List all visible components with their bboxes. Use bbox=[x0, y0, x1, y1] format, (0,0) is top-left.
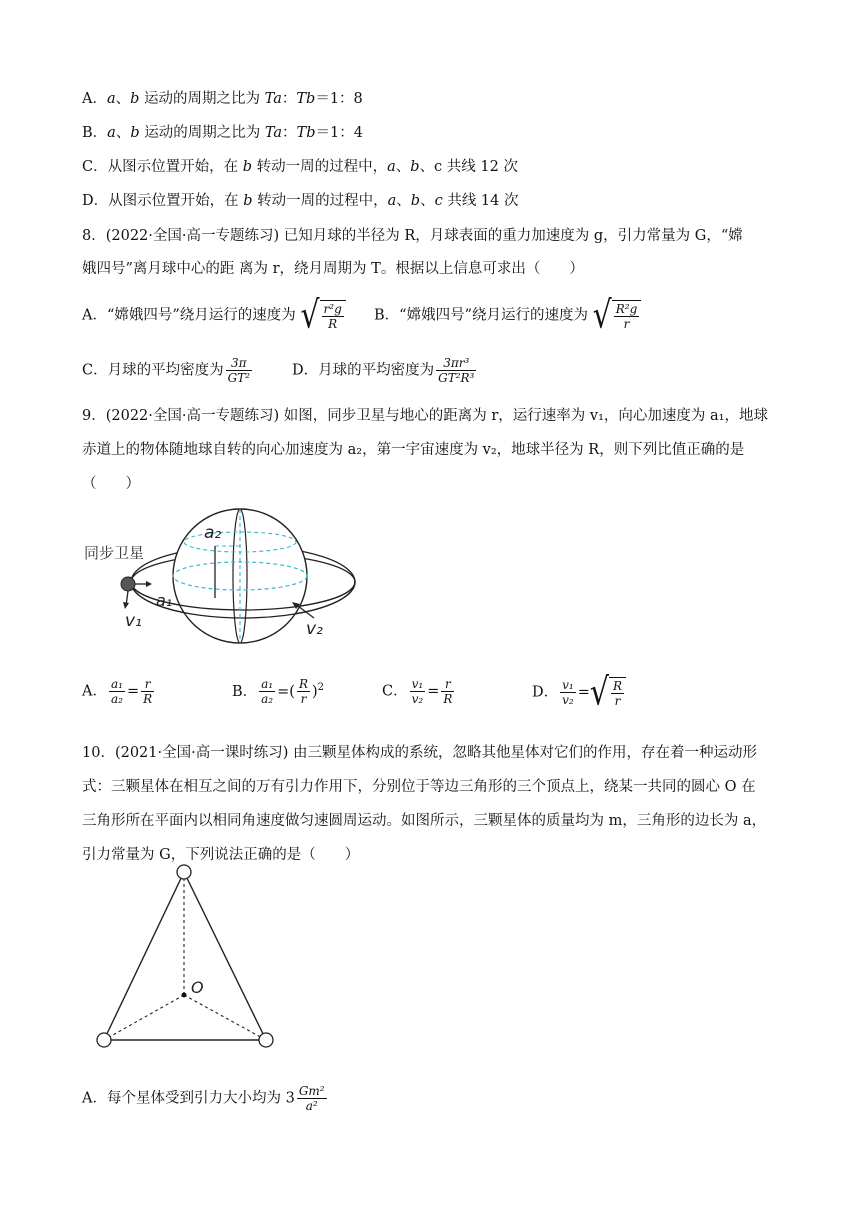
satellite-figure bbox=[80, 506, 380, 656]
text: ＝1：8 bbox=[315, 91, 363, 107]
text: 运动的周期之比为 bbox=[139, 125, 265, 141]
numerator: R²g bbox=[615, 302, 638, 316]
option-letter: B． bbox=[82, 125, 108, 141]
denominator: r bbox=[623, 317, 630, 331]
triangle-figure bbox=[90, 860, 290, 1050]
option-letter: B． bbox=[232, 683, 258, 700]
sqrt-expression: √ $\frac{\text{r²g}}{R}$ bbox=[300, 300, 345, 331]
label-a1: a₁ bbox=[156, 591, 173, 610]
denominator: r bbox=[614, 694, 621, 708]
text: 运动的周期之比为 bbox=[139, 91, 265, 107]
fraction bbox=[297, 1084, 327, 1113]
text: b bbox=[242, 159, 252, 175]
label-v1: v₁ bbox=[125, 611, 142, 631]
sqrt-expression: √ $\frac{\text{R²g}}{r}$ bbox=[593, 300, 642, 331]
text: ＝1：4 bbox=[315, 125, 363, 141]
numerator: r bbox=[441, 677, 454, 692]
label-synchronous-satellite: 同步卫星 bbox=[84, 544, 145, 562]
numerator: r bbox=[141, 677, 154, 692]
numerator: r²g bbox=[323, 302, 342, 316]
text: 、c 共线 12 次 bbox=[419, 159, 518, 175]
q7-option-d bbox=[82, 190, 519, 212]
option-text: D．月球的平均密度为 bbox=[292, 362, 435, 379]
text: 、 bbox=[115, 125, 131, 141]
equals: = bbox=[126, 683, 140, 700]
numerator: 3π bbox=[226, 356, 252, 371]
text: 、 bbox=[395, 159, 411, 175]
q7-option-a bbox=[82, 88, 363, 110]
q8-option-c bbox=[82, 356, 254, 385]
fraction bbox=[226, 356, 252, 385]
text: a bbox=[107, 125, 116, 141]
option-text: A．“嫦娥四号”绕月运行的速度为 bbox=[82, 307, 296, 324]
q8-option-d bbox=[292, 356, 478, 385]
q10-stem-line4: 引力常量为 G，下列说法正确的是（ ） bbox=[82, 847, 360, 863]
text: b bbox=[410, 193, 421, 209]
fraction bbox=[436, 356, 476, 385]
option-text: B．“嫦娥四号”绕月运行的速度为 bbox=[374, 307, 588, 324]
denominator: v₂ bbox=[411, 692, 424, 706]
q7-option-b bbox=[82, 122, 363, 144]
label-a2: a₂ bbox=[204, 523, 222, 543]
denominator: R bbox=[328, 317, 338, 331]
denominator: GT² bbox=[227, 371, 250, 385]
text: b bbox=[130, 91, 140, 107]
text: Tb bbox=[296, 91, 316, 107]
text: Ta bbox=[264, 91, 282, 107]
option-text: C．月球的平均密度为 bbox=[82, 362, 224, 379]
q10-option-a bbox=[82, 1084, 329, 1113]
text: ： bbox=[282, 125, 297, 141]
text: c bbox=[434, 193, 443, 209]
text: Ta bbox=[264, 125, 283, 141]
numerator: 3πr³ bbox=[436, 356, 476, 371]
denominator: a₂ bbox=[261, 692, 274, 707]
text: 、 bbox=[396, 193, 411, 209]
option-letter: D． bbox=[532, 684, 559, 701]
numerator: Gm² bbox=[298, 1084, 325, 1098]
q8-stem-line2: 娥四号”离月球中心的距 离为 r，绕月周期为 T。根据以上信息可求出（ ） bbox=[82, 261, 584, 277]
q10-stem-line2: 式：三颗星体在相互之间的万有引力作用下，分别位于等边三角形的三个顶点上，绕某一共同的圆心 O 在 bbox=[82, 779, 756, 795]
denominator: a₂ bbox=[110, 692, 123, 706]
option-text: A．每个星体受到引力大小均为 3 bbox=[82, 1090, 295, 1107]
q9-option-d: D． $\frac{\text{v₁}}{\text{v₂}}$ = √ $\frac{R}{r}$ bbox=[532, 677, 626, 708]
numerator: v₁ bbox=[411, 677, 424, 691]
numerator: R bbox=[613, 679, 623, 693]
text: 共线 14 次 bbox=[442, 193, 519, 209]
q9-stem-line3: （ ） bbox=[82, 476, 140, 492]
denominator: v₂ bbox=[562, 693, 574, 707]
label-o: O bbox=[191, 978, 204, 997]
q9-option-c bbox=[382, 677, 456, 706]
q10-stem-line3: 三角形所在平面内以相同角速度做匀速圆周运动。如图所示，三颗星体的质量均为 m，三角形的边长为 a， bbox=[82, 813, 767, 829]
equals: = bbox=[577, 684, 590, 701]
text: b bbox=[243, 193, 253, 209]
q8-option-a bbox=[82, 293, 346, 337]
paren: ( bbox=[289, 683, 295, 700]
q8-stem-line1: 8．(2022·全国·高一专题练习) 已知月球的半径为 R，月球表面的重力加速度为 g，引力常量为 G，“嫦 bbox=[82, 228, 743, 244]
numerator: R bbox=[298, 677, 308, 692]
text: b bbox=[410, 159, 420, 175]
q7-option-c bbox=[82, 156, 518, 178]
text: a bbox=[387, 159, 396, 175]
paren: ) bbox=[312, 683, 318, 700]
label-v2: v₂ bbox=[306, 619, 323, 639]
text: C．从图示位置开始，在 bbox=[82, 159, 243, 175]
text: a bbox=[387, 193, 397, 209]
text: ： bbox=[281, 91, 297, 107]
exponent: 2 bbox=[317, 682, 325, 693]
q8-option-b bbox=[374, 293, 641, 337]
equals: = bbox=[277, 683, 290, 700]
text: 、 bbox=[420, 193, 435, 209]
text: a bbox=[106, 91, 116, 107]
text: 转动一周的过程中， bbox=[252, 193, 388, 209]
text: D．从图示位置开始，在 bbox=[82, 193, 244, 209]
option-letter: C． bbox=[382, 683, 408, 700]
option-letter: A． bbox=[82, 91, 107, 107]
q9-stem-line2: 赤道上的物体随地球自转的向心加速度为 a₂，第一宇宙速度为 v₂，地球半径为 R，则下列比值正确的是 bbox=[82, 442, 745, 458]
q9-stem-line1: 9．(2022·全国·高一专题练习) 如图，同步卫星与地心的距离为 r，运行速率为 v₁，向心加速度为 a₁，地球 bbox=[82, 408, 768, 424]
text: Tb bbox=[296, 125, 316, 141]
equals: = bbox=[427, 683, 440, 700]
denominator: R bbox=[143, 692, 153, 706]
denominator: R bbox=[443, 692, 453, 706]
option-letter: A． bbox=[82, 683, 107, 700]
q9-option-a bbox=[82, 677, 156, 706]
denominator: a² bbox=[305, 1099, 318, 1113]
numerator: v₁ bbox=[562, 678, 574, 692]
q10-stem-line1: 10．(2021·全国·高一课时练习) 由三颗星体构成的系统，忽略其他星体对它们的作用，存在着一种运动形 bbox=[82, 745, 757, 761]
numerator: a₁ bbox=[261, 677, 274, 692]
q9-option-b bbox=[232, 677, 324, 706]
denominator: GT²R³ bbox=[438, 371, 475, 385]
text: 、 bbox=[115, 91, 131, 107]
text: b bbox=[130, 125, 140, 141]
text: 转动一周的过程中， bbox=[252, 159, 388, 175]
denominator: r bbox=[300, 692, 307, 707]
numerator: a₁ bbox=[110, 677, 123, 691]
